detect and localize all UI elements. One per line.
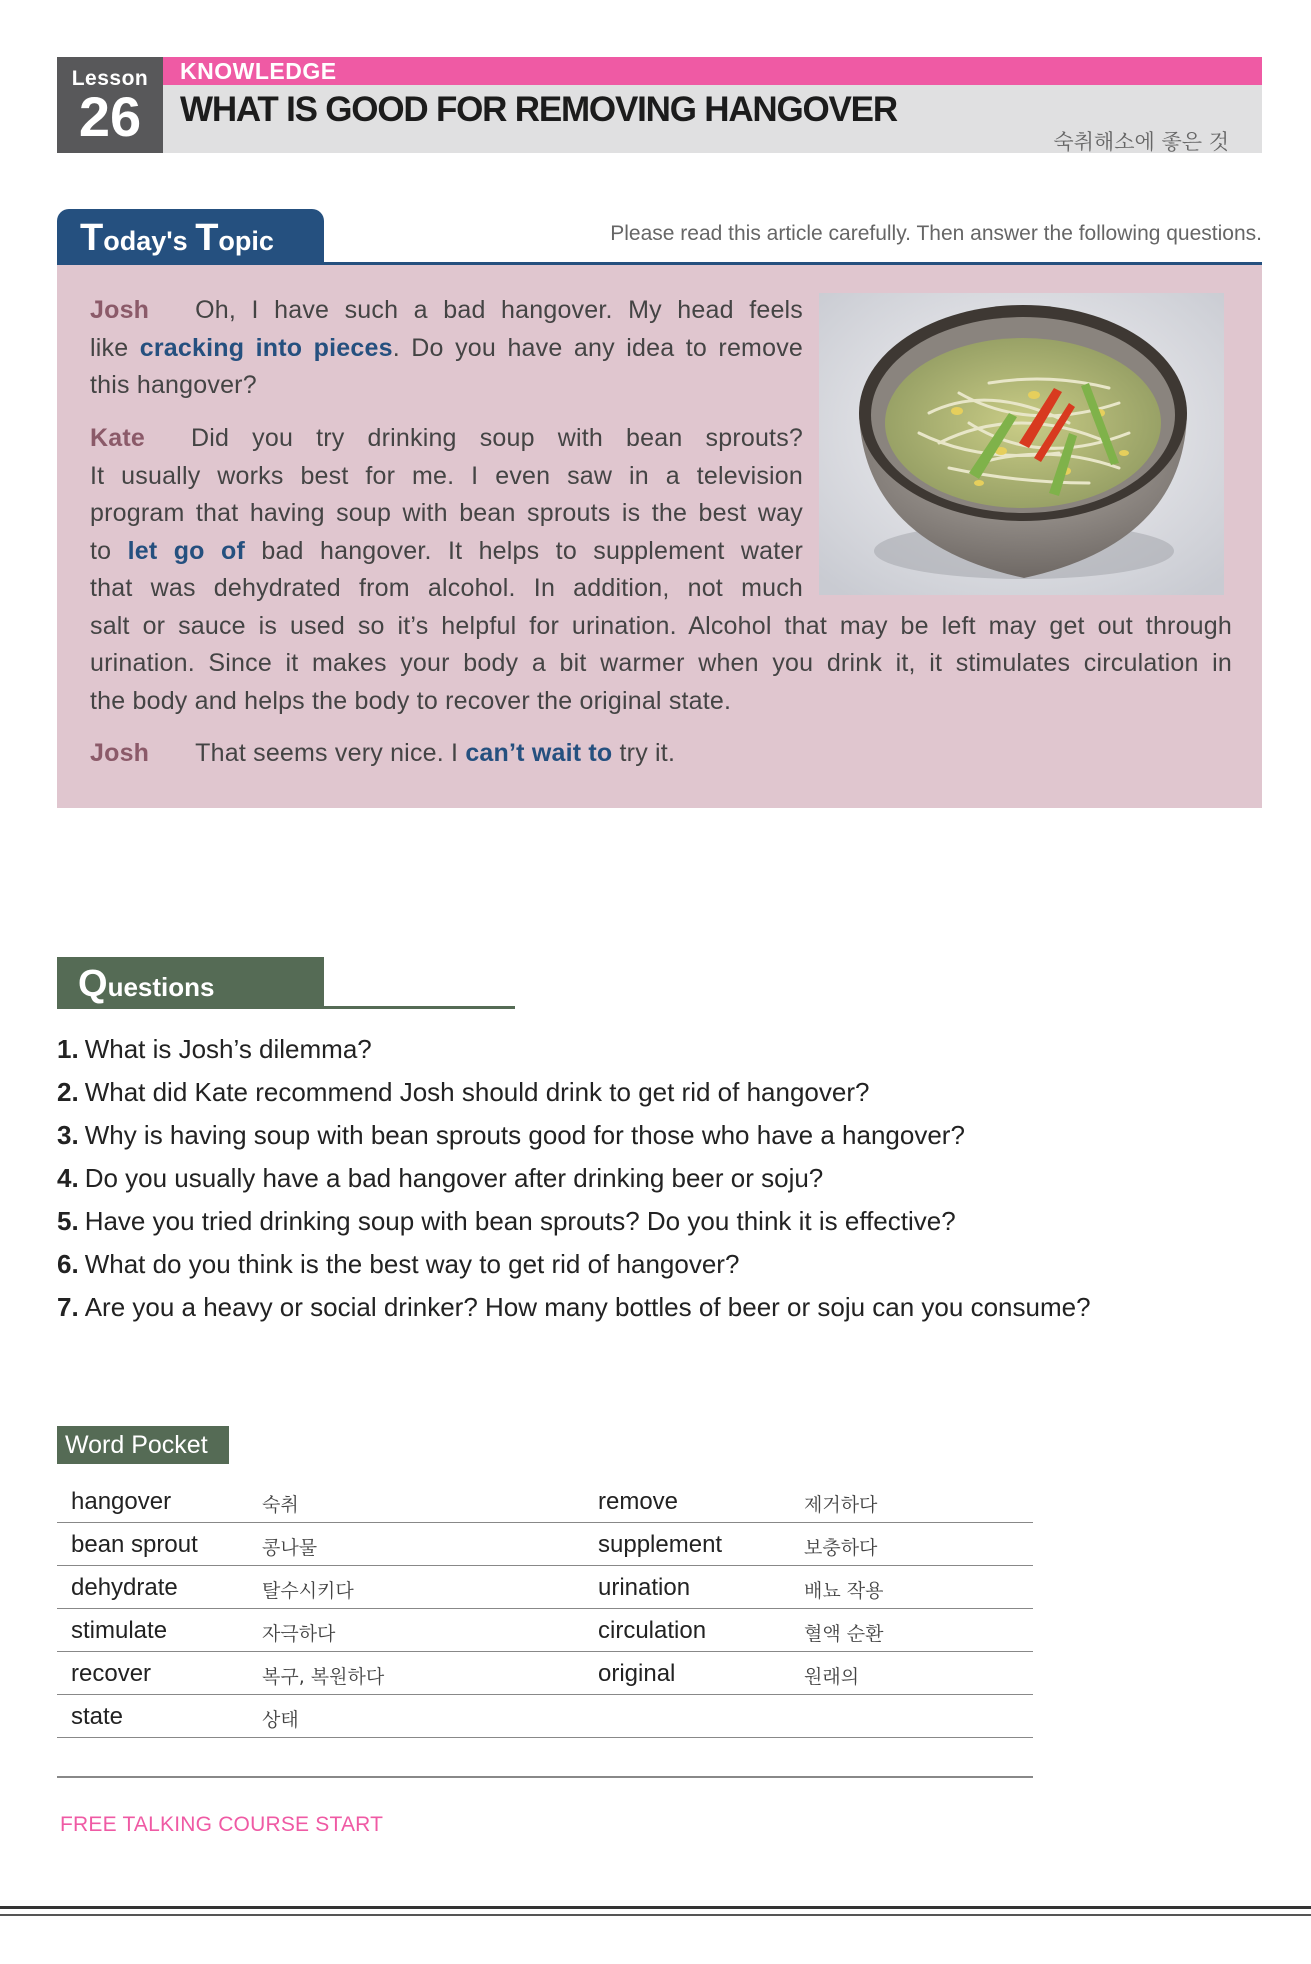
dialogue-line: urination. Since it makes your body a bit warmer when you drink it, it stimulates circulation in — [90, 649, 1232, 677]
vocab-english: remove — [598, 1488, 679, 1515]
vocab-english: original — [598, 1660, 676, 1687]
vocab-english: supplement — [598, 1531, 723, 1558]
question-text: What do you think is the best way to get rid of hangover? — [84, 1249, 740, 1279]
dialogue-line: the body and helps the body to recover the original state. — [90, 686, 732, 715]
vocabulary-row — [57, 1695, 1033, 1738]
speaker-kate: Kate — [90, 424, 145, 452]
dialogue-line: this hangover? — [90, 371, 257, 399]
vocab-korean: 제거하다 — [804, 1494, 878, 1516]
question-text: Are you a heavy or social drinker? How many bottles of beer or soju can you consume? — [84, 1292, 1091, 1322]
question-item — [57, 1286, 1091, 1329]
vocab-english: bean sprout — [71, 1531, 198, 1558]
question-item — [57, 1200, 1091, 1243]
dialogue-text: try it. — [612, 739, 676, 767]
question-text: Have you tried drinking soup with bean sprouts? Do you think it is effective? — [84, 1206, 956, 1236]
vocab-korean: 혈액 순환 — [804, 1623, 884, 1645]
questions-tab — [57, 957, 324, 1009]
question-number: 5. — [57, 1206, 79, 1236]
vocabulary-bottom-rule — [57, 1776, 1033, 1778]
category-label: KNOWLEDGE — [180, 58, 337, 84]
dialogue-josh-1 — [90, 292, 1232, 405]
question-number: 4. — [57, 1163, 79, 1193]
questions-divider — [57, 1006, 515, 1009]
course-footer: FREE TALKING COURSE START — [60, 1813, 384, 1836]
lesson-badge — [57, 57, 163, 153]
vocab-korean: 자극하다 — [262, 1623, 336, 1645]
questions-tab-cap: Q — [78, 963, 108, 1005]
question-text: What did Kate recommend Josh should drink to get rid of hangover? — [84, 1077, 870, 1107]
question-text: Do you usually have a bad hangover after drinking beer or soju? — [84, 1163, 824, 1193]
speaker-josh: Josh — [90, 296, 150, 324]
question-item — [57, 1028, 1091, 1071]
vocab-korean: 콩나물 — [262, 1537, 318, 1559]
dialogue-text: like — [90, 333, 140, 362]
word-pocket-label: Word Pocket — [57, 1426, 229, 1464]
vocab-english: recover — [71, 1660, 152, 1687]
vocabulary-table — [57, 1480, 1033, 1738]
dialogue-kate — [90, 420, 1232, 720]
topic-tab-rest1: oday's — [103, 226, 196, 256]
questions-tab-rest: uestions — [107, 972, 215, 1002]
dialogue-line: It usually works best for me. I even saw in a television — [90, 461, 803, 490]
dialogue-line: program that having soup with bean sprouts is the best way — [90, 499, 803, 527]
vocab-korean: 탈수시키다 — [262, 1580, 354, 1602]
lesson-number: 26 — [78, 85, 142, 148]
question-list — [57, 1028, 1091, 1329]
vocab-english: state — [71, 1703, 124, 1730]
question-number: 2. — [57, 1077, 79, 1107]
vocab-english: urination — [598, 1574, 691, 1601]
vocab-korean: 원래의 — [804, 1666, 860, 1688]
topic-tab-cap-t1: T — [80, 217, 104, 259]
vocab-english: stimulate — [71, 1617, 168, 1644]
dialogue-line — [90, 292, 803, 330]
vocab-english: circulation — [598, 1617, 707, 1644]
dialogue-line: that was dehydrated from alcohol. In addition, not much — [90, 574, 803, 602]
vocab-korean: 숙취 — [262, 1494, 299, 1516]
dialogue-josh-2 — [90, 735, 1232, 773]
dialogue-line — [90, 533, 803, 571]
question-item — [57, 1114, 1091, 1157]
reading-instruction: Please read this article carefully. Then answer the following questions. — [610, 222, 1262, 245]
expression-highlight: cracking into pieces — [139, 333, 393, 362]
vocabulary-row — [57, 1609, 1033, 1652]
vocab-korean: 보충하다 — [804, 1537, 878, 1559]
expression-highlight: let go of — [127, 536, 245, 565]
page-bottom-rule-thin — [0, 1914, 1311, 1916]
vocab-korean: 상태 — [262, 1709, 299, 1731]
expression-highlight: can’t wait to — [465, 739, 613, 767]
page-title: WHAT IS GOOD FOR REMOVING HANGOVER — [180, 90, 897, 129]
lesson-label: Lesson — [71, 67, 149, 90]
vocab-english: hangover — [71, 1488, 172, 1515]
todays-topic-tab — [57, 209, 324, 264]
question-text: What is Josh’s dilemma? — [84, 1034, 372, 1064]
dialogue-line — [90, 420, 803, 458]
vocabulary-row — [57, 1652, 1033, 1695]
dialogue-text: That seems very nice. I — [195, 739, 466, 767]
page-subtitle-korean: 숙취해소에 좋은 것 — [1053, 130, 1229, 154]
question-item — [57, 1157, 1091, 1200]
question-text: Why is having soup with bean sprouts good for those who have a hangover? — [84, 1120, 965, 1150]
vocab-korean: 복구, 복원하다 — [262, 1666, 385, 1688]
topic-tab-rest2: opic — [218, 226, 274, 256]
speaker-josh: Josh — [90, 739, 150, 767]
topic-tab-cap-t2: T — [195, 217, 219, 259]
vocabulary-row — [57, 1523, 1033, 1566]
dialogue-text: bad hangover. It helps to supplement water — [245, 536, 803, 565]
vocabulary-row — [57, 1480, 1033, 1523]
dialogue-text: to — [90, 536, 128, 565]
dialogue-text: Did you try drinking soup with bean sprouts? — [191, 424, 803, 452]
dialogue-line — [90, 735, 1232, 773]
vocabulary-row — [57, 1566, 1033, 1609]
dialogue-line — [90, 330, 803, 368]
question-item — [57, 1243, 1091, 1286]
question-item — [57, 1071, 1091, 1114]
dialogue-text: . Do you have any idea to remove — [392, 333, 803, 362]
page-bottom-rule — [0, 1906, 1311, 1909]
dialogue-text: Oh, I have such a bad hangover. My head feels — [195, 296, 803, 324]
vocab-english: dehydrate — [71, 1574, 178, 1601]
dialogue-line: salt or sauce is used so it’s helpful for urination. Alcohol that may be left may get out through — [90, 611, 1232, 640]
question-number: 1. — [57, 1034, 79, 1064]
question-number: 6. — [57, 1249, 79, 1279]
question-number: 7. — [57, 1292, 79, 1322]
question-number: 3. — [57, 1120, 79, 1150]
vocab-korean: 배뇨 작용 — [804, 1580, 884, 1602]
